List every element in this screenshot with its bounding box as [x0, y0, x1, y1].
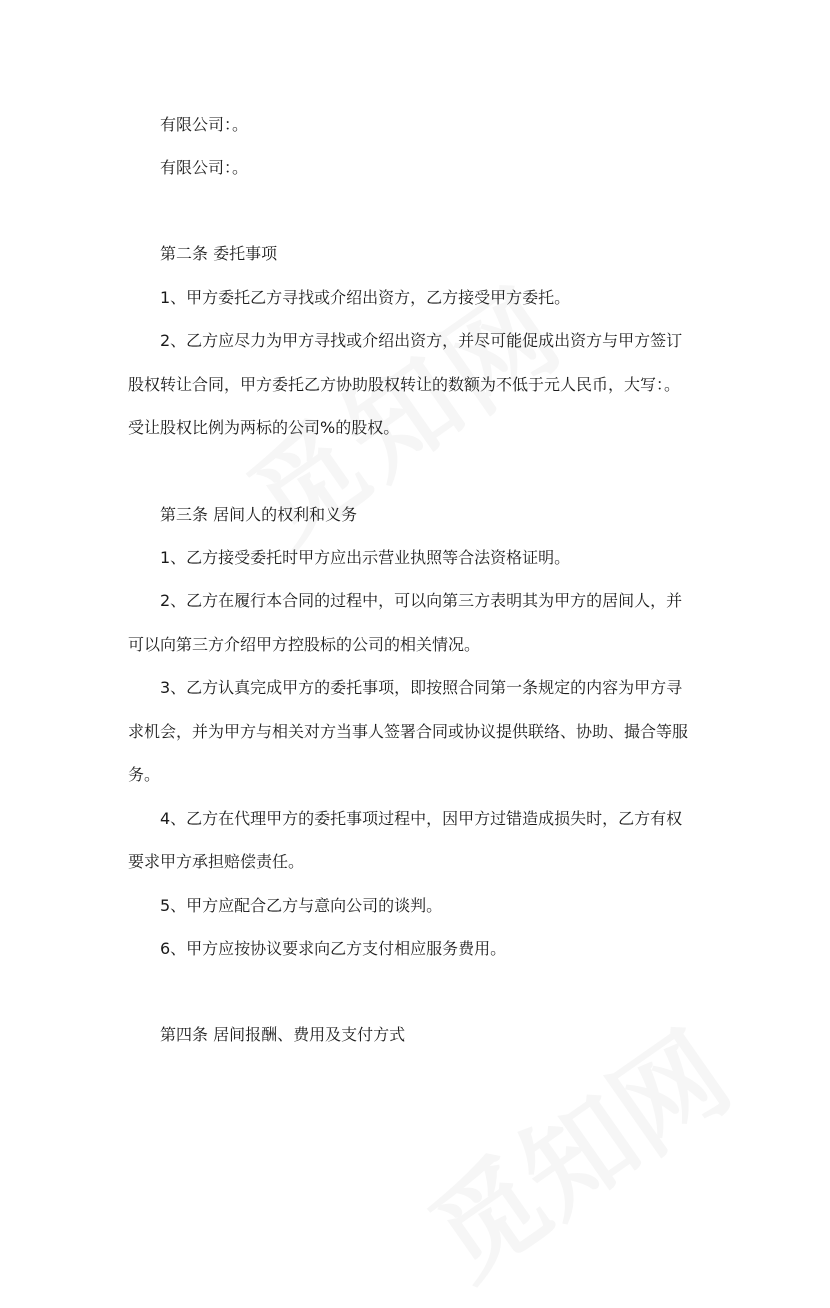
party-b-company: 有限公司：。 — [160, 158, 249, 177]
article-3-clause-1: 1、乙方接受委托时甲方应出示营业执照等合法资格证明。 — [160, 548, 571, 567]
article-3-clause-3-line-3: 务。 — [128, 765, 161, 784]
article-3-clause-3-line-2: 求机会，并为甲方与相关对方当事人签署合同或协议提供联络、协助、撮合等服 — [128, 722, 689, 741]
watermark-bottom — [395, 990, 756, 1308]
article-3-clause-2-line-2: 可以向第三方介绍甲方控股标的公司的相关情况。 — [128, 635, 481, 654]
article-3-clause-5: 5、甲方应配合乙方与意向公司的谈判。 — [160, 896, 443, 915]
article-2-clause-2-line-2: 股权转让合同，甲方委托乙方协助股权转让的数额为不低于元人民币，大写：。 — [128, 375, 681, 394]
article-3-clause-4-line-2: 要求甲方承担赔偿责任。 — [128, 852, 305, 871]
article-3-heading: 第三条 居间人的权利和义务 — [160, 505, 358, 524]
article-3-clause-2-line-1: 2、乙方在履行本合同的过程中，可以向第三方表明其为甲方的居间人，并 — [160, 591, 683, 610]
article-3-clause-6: 6、甲方应按协议要求向乙方支付相应服务费用。 — [160, 939, 507, 958]
article-2-clause-2-line-3: 受让股权比例为两标的公司%的股权。 — [128, 418, 400, 437]
article-2-clause-2-line-1: 2、乙方应尽力为甲方寻找或介绍出资方，并尽可能促成出资方与甲方签订 — [160, 331, 683, 350]
party-a-company: 有限公司：。 — [160, 115, 249, 134]
article-3-clause-4-line-1: 4、乙方在代理甲方的委托事项过程中，因甲方过错造成损失时，乙方有权 — [160, 809, 683, 828]
article-4-heading: 第四条 居间报酬、费用及支付方式 — [160, 1025, 406, 1044]
article-2-clause-1: 1、甲方委托乙方寻找或介绍出资方，乙方接受甲方委托。 — [160, 288, 571, 307]
article-2-heading: 第二条 委托事项 — [160, 244, 278, 263]
article-3-clause-3-line-1: 3、乙方认真完成甲方的委托事项，即按照合同第一条规定的内容为甲方寻 — [160, 678, 683, 697]
